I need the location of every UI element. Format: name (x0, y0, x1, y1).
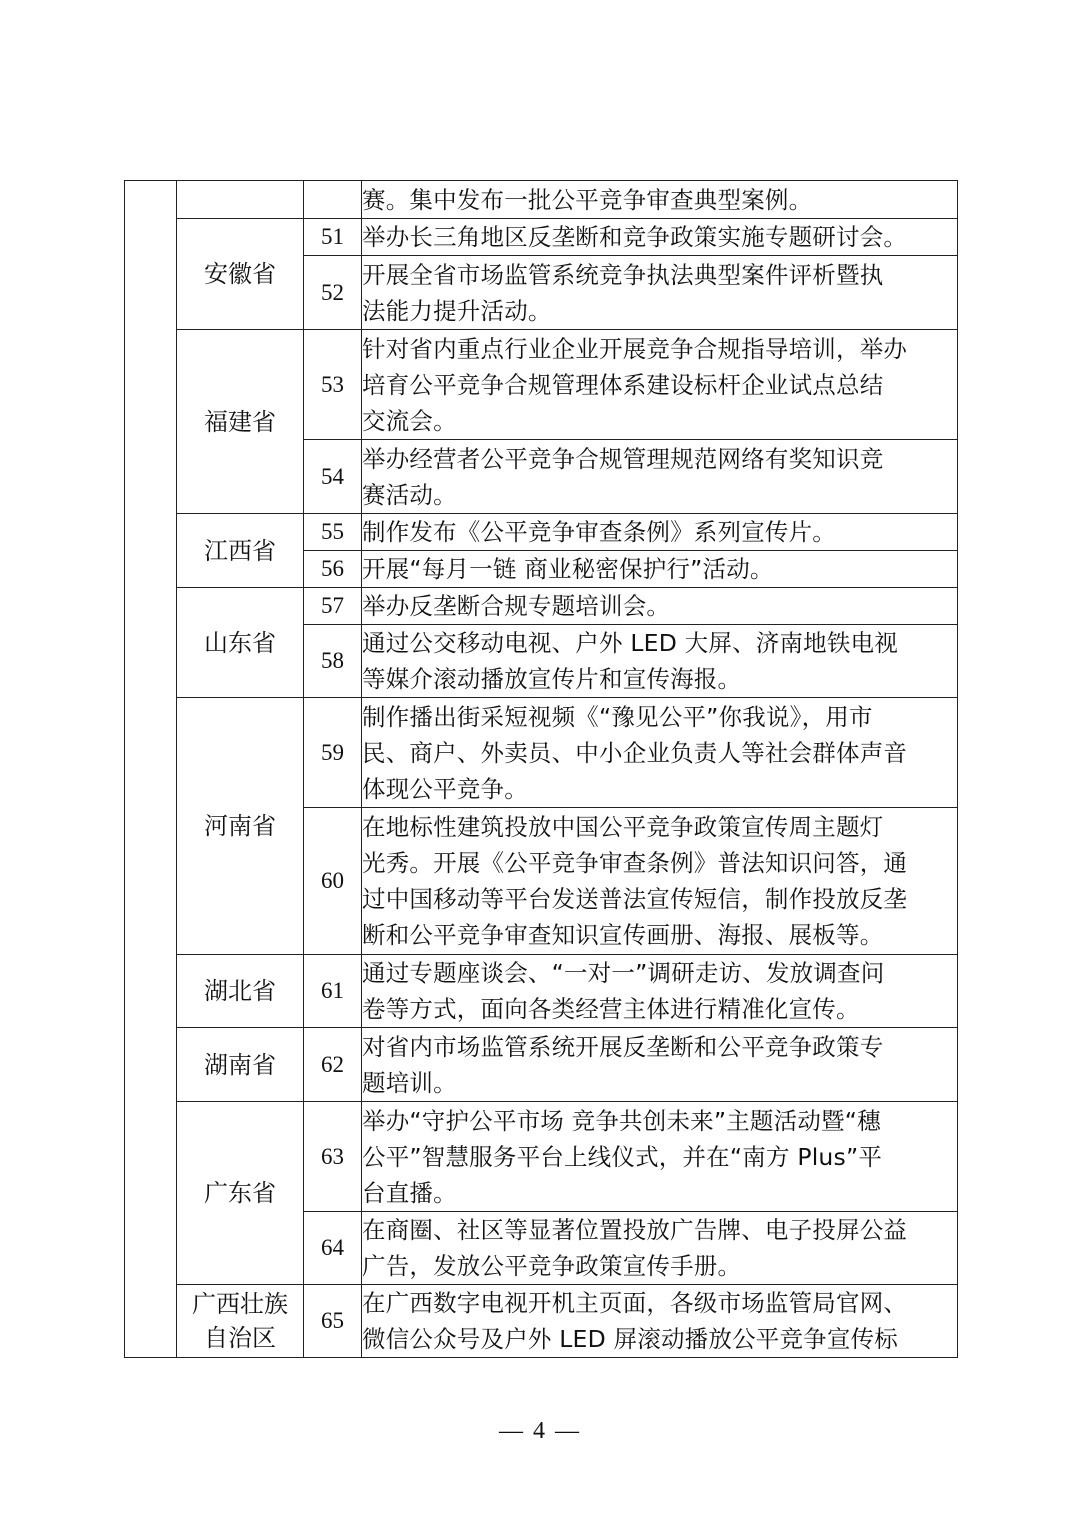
table-row (125, 698, 958, 808)
activity-table (124, 180, 958, 1358)
table-row (125, 955, 958, 1028)
table-row (125, 588, 958, 625)
table-row (125, 1102, 958, 1212)
table-row (125, 514, 958, 551)
activity-cell: 开展全省市场监管系统竞争执法典型案件评析暨执 法能力提升活动。 (362, 256, 958, 330)
table-row (125, 219, 958, 256)
activity-cell: 在商圈、社区等显著位置投放广告牌、电子投屏公益 广告，发放公平竞争政策宣传手册。 (362, 1212, 958, 1285)
province-cell: 河南省 (177, 698, 304, 955)
province-cell: 江西省 (177, 514, 304, 588)
activity-cell: 通过公交移动电视、户外 LED 大屏、济南地铁电视 等媒介滚动播放宣传片和宣传海报。 (362, 625, 958, 698)
activity-cell: 针对省内重点行业企业开展竞争合规指导培训，举办 培育公平竞争合规管理体系建设标杆企业试点总结 交流会。 (362, 330, 958, 440)
province-cell (177, 181, 304, 219)
number-cell: 53 (304, 330, 362, 440)
number-cell: 63 (304, 1102, 362, 1212)
number-cell: 60 (304, 808, 362, 955)
province-cell: 安徽省 (177, 219, 304, 330)
province-cell: 山东省 (177, 588, 304, 698)
province-cell: 广西壮族 自治区 (177, 1285, 304, 1358)
number-cell (304, 181, 362, 219)
number-cell: 61 (304, 955, 362, 1028)
activity-cell: 制作播出街采短视频《“豫见公平”你我说》，用市 民、商户、外卖员、中小企业负责人等社会群体声音 体现公平竞争。 (362, 698, 958, 808)
activity-cell: 开展“每月一链 商业秘密保护行”活动。 (362, 551, 958, 588)
activity-cell: 在广西数字电视开机主页面，各级市场监管局官网、 微信公众号及户外 LED 屏滚动播放公平竞争宣传标 (362, 1285, 958, 1358)
activity-cell: 对省内市场监管系统开展反垄断和公平竞争政策专 题培训。 (362, 1028, 958, 1102)
category-cell (125, 181, 177, 1358)
table-row (125, 1285, 958, 1358)
activity-cell: 制作发布《公平竞争审查条例》系列宣传片。 (362, 514, 958, 551)
table-row (125, 1028, 958, 1102)
number-cell: 56 (304, 551, 362, 588)
province-cell: 湖南省 (177, 1028, 304, 1102)
number-cell: 59 (304, 698, 362, 808)
page-number: — 4 — (499, 1418, 581, 1444)
number-cell: 54 (304, 440, 362, 514)
activity-cell: 举办反垄断合规专题培训会。 (362, 588, 958, 625)
province-cell: 福建省 (177, 330, 304, 514)
table-row (125, 181, 958, 219)
number-cell: 52 (304, 256, 362, 330)
number-cell: 51 (304, 219, 362, 256)
activity-cell: 举办经营者公平竞争合规管理规范网络有奖知识竞 赛活动。 (362, 440, 958, 514)
number-cell: 62 (304, 1028, 362, 1102)
activity-cell: 举办“守护公平市场 竞争共创未来”主题活动暨“穗 公平”智慧服务平台上线仪式，并在“南方 Plus”平 台直播。 (362, 1102, 958, 1212)
number-cell: 65 (304, 1285, 362, 1358)
number-cell: 58 (304, 625, 362, 698)
province-cell: 湖北省 (177, 955, 304, 1028)
number-cell: 64 (304, 1212, 362, 1285)
activity-cell: 赛。集中发布一批公平竞争审查典型案例。 (362, 181, 958, 219)
activity-cell: 举办长三角地区反垄断和竞争政策实施专题研讨会。 (362, 219, 958, 256)
province-cell: 广东省 (177, 1102, 304, 1285)
number-cell: 55 (304, 514, 362, 551)
table-row (125, 330, 958, 440)
number-cell: 57 (304, 588, 362, 625)
activity-cell: 在地标性建筑投放中国公平竞争政策宣传周主题灯 光秀。开展《公平竞争审查条例》普法知识问答，通 过中国移动等平台发送普法宣传短信，制作投放反垄 断和公平竞争审查知识宣传画册、海报、展板等。 (362, 808, 958, 955)
activity-cell: 通过专题座谈会、“一对一”调研走访、发放调查问 卷等方式，面向各类经营主体进行精准化宣传。 (362, 955, 958, 1028)
